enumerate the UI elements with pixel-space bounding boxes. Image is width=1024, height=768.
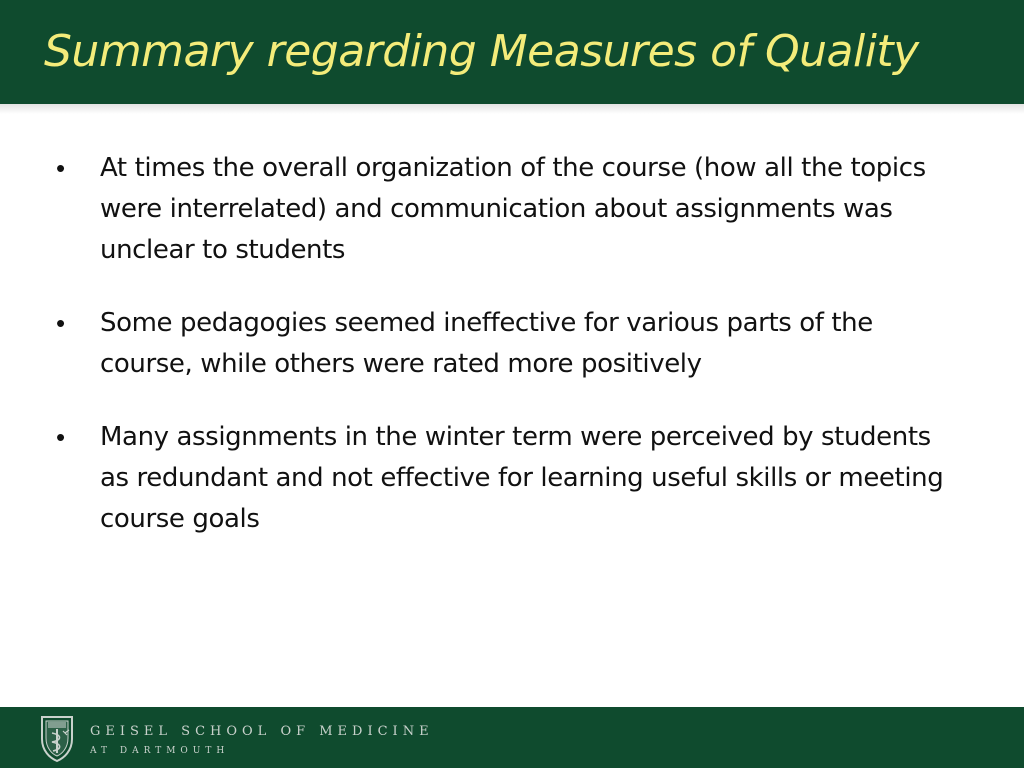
footer-bar xyxy=(0,707,1024,768)
bullet-item xyxy=(56,303,956,385)
title-bar-shadow xyxy=(0,104,1024,114)
bullet-icon: • xyxy=(56,422,66,452)
bullet-item xyxy=(56,417,956,540)
geisel-shield-logo-icon xyxy=(38,713,76,763)
slide-title: Summary regarding Measures of Quality xyxy=(44,26,919,77)
footer-school-name: GEISEL SCHOOL OF MEDICINE xyxy=(90,724,434,739)
bullet-text: Many assignments in the winter term were perceived by students as redundant and not effective for learning useful skills or meeting course goals xyxy=(100,422,944,534)
bullet-text: Some pedagogies seemed ineffective for various parts of the course, while others were rated more positively xyxy=(100,308,873,379)
bullet-list xyxy=(56,148,956,572)
bullet-text: At times the overall organization of the course (how all the topics were interrelated) and communication about assignments was unclear to students xyxy=(100,153,926,265)
footer-school-subtitle: AT DARTMOUTH xyxy=(90,746,230,756)
bullet-icon: • xyxy=(56,153,66,183)
bullet-item xyxy=(56,148,956,271)
bullet-icon: • xyxy=(56,308,66,338)
title-bar xyxy=(0,0,1024,104)
